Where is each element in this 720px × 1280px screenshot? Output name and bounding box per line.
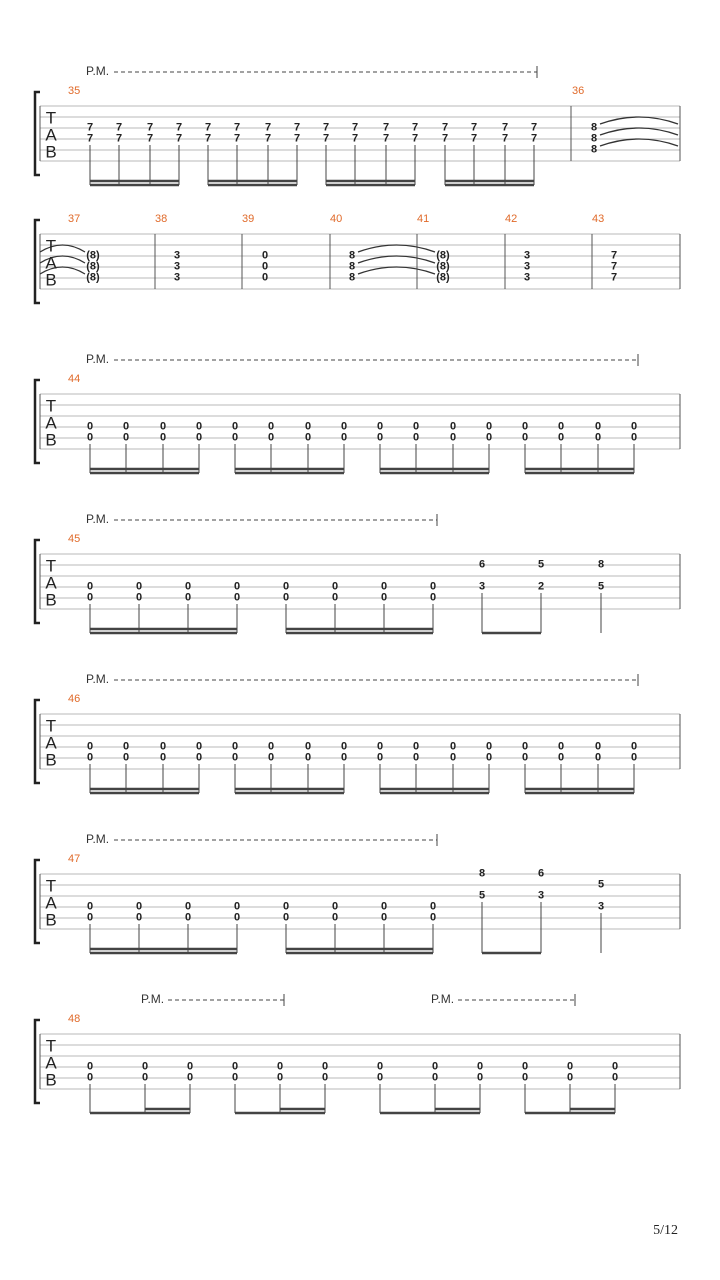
- measure-number: 39: [242, 213, 255, 225]
- palm-mute-label: P.M.: [86, 64, 110, 78]
- fret-number: 0: [521, 740, 529, 753]
- fret-number: 0: [331, 911, 339, 924]
- fret-number: 0: [233, 591, 241, 604]
- measure-number: 40: [330, 213, 343, 225]
- fret-number: 3: [597, 900, 605, 913]
- fret-number: 0: [159, 431, 167, 444]
- palm-mute-label: P.M.: [86, 352, 110, 366]
- fret-number: 0: [485, 420, 493, 433]
- fret-number: 8: [348, 271, 356, 284]
- measure-number: 48: [68, 1013, 81, 1025]
- fret-number: 0: [122, 740, 130, 753]
- tab-clef-letter: B: [45, 1070, 57, 1090]
- fret-number: 0: [331, 591, 339, 604]
- fret-number: 0: [159, 740, 167, 753]
- fret-number: 0: [86, 1060, 94, 1073]
- fret-number: 0: [485, 740, 493, 753]
- fret-number: 0: [86, 751, 94, 764]
- fret-number: 7: [411, 121, 419, 134]
- tab-clef-letter: T: [45, 556, 57, 576]
- tab-clef-letter: B: [45, 750, 57, 770]
- measure-number: 38: [155, 213, 168, 225]
- fret-number: 0: [282, 900, 290, 913]
- fret-number: 0: [86, 420, 94, 433]
- fret-number: 0: [231, 740, 239, 753]
- fret-number: 0: [557, 751, 565, 764]
- fret-number: 0: [566, 1071, 574, 1084]
- tab-clef-letter: A: [45, 573, 57, 593]
- fret-number: 0: [331, 580, 339, 593]
- fret-number: 7: [530, 121, 538, 134]
- fret-number: 0: [521, 420, 529, 433]
- fret-number: 7: [501, 121, 509, 134]
- fret-number: 0: [340, 740, 348, 753]
- fret-number: 0: [276, 1071, 284, 1084]
- fret-number: 0: [380, 591, 388, 604]
- fret-number: 0: [304, 751, 312, 764]
- fret-number: 7: [382, 132, 390, 145]
- fret-number: 0: [376, 1060, 384, 1073]
- fret-number: 0: [233, 911, 241, 924]
- fret-number: 0: [412, 420, 420, 433]
- fret-number: 0: [141, 1071, 149, 1084]
- fret-number: 0: [557, 420, 565, 433]
- fret-number: 6: [478, 558, 486, 571]
- fret-number: 5: [478, 889, 486, 902]
- fret-number: 7: [204, 121, 212, 134]
- fret-number: 0: [412, 431, 420, 444]
- tab-clef-letter: A: [45, 1053, 57, 1073]
- measure-number: 43: [592, 213, 605, 225]
- fret-number: (8): [86, 249, 100, 262]
- fret-number: 0: [86, 740, 94, 753]
- fret-number: 3: [173, 260, 181, 273]
- measure-number: 44: [68, 373, 81, 385]
- fret-number: 0: [267, 420, 275, 433]
- fret-number: 0: [304, 431, 312, 444]
- fret-number: 7: [530, 132, 538, 145]
- fret-number: 7: [233, 132, 241, 145]
- fret-number: 0: [376, 740, 384, 753]
- tab-clef-letter: B: [45, 590, 57, 610]
- fret-number: 0: [261, 249, 269, 262]
- fret-number: 0: [282, 580, 290, 593]
- fret-number: 7: [204, 132, 212, 145]
- fret-number: 0: [122, 751, 130, 764]
- fret-number: 5: [597, 580, 605, 593]
- fret-number: 0: [376, 420, 384, 433]
- fret-number: 0: [122, 420, 130, 433]
- measure-number: 46: [68, 693, 81, 705]
- tab-clef-letter: B: [45, 270, 57, 290]
- fret-number: 0: [431, 1060, 439, 1073]
- fret-number: 7: [441, 121, 449, 134]
- fret-number: 8: [590, 121, 598, 134]
- fret-number: 8: [348, 260, 356, 273]
- fret-number: 0: [86, 580, 94, 593]
- fret-number: 0: [557, 431, 565, 444]
- fret-number: 7: [351, 132, 359, 145]
- tab-clef-letter: B: [45, 430, 57, 450]
- measure-number: 35: [68, 85, 81, 97]
- fret-number: 0: [86, 1071, 94, 1084]
- fret-number: 3: [523, 260, 531, 273]
- fret-number: 0: [611, 1071, 619, 1084]
- palm-mute-label: P.M.: [431, 992, 455, 1006]
- tab-clef-letter: A: [45, 253, 57, 273]
- fret-number: 7: [610, 271, 618, 284]
- fret-number: 0: [521, 1060, 529, 1073]
- fret-number: 7: [470, 132, 478, 145]
- fret-number: 7: [175, 132, 183, 145]
- fret-number: 0: [282, 911, 290, 924]
- fret-number: 0: [135, 580, 143, 593]
- fret-number: 0: [195, 431, 203, 444]
- tab-clef-letter: A: [45, 733, 57, 753]
- fret-number: 7: [441, 132, 449, 145]
- fret-number: 0: [135, 900, 143, 913]
- fret-number: 0: [141, 1060, 149, 1073]
- fret-number: 5: [597, 878, 605, 891]
- fret-number: 7: [233, 121, 241, 134]
- fret-number: 0: [449, 751, 457, 764]
- fret-number: 0: [611, 1060, 619, 1073]
- fret-number: 0: [376, 1071, 384, 1084]
- fret-number: 7: [293, 121, 301, 134]
- fret-number: 0: [449, 431, 457, 444]
- fret-number: 0: [122, 431, 130, 444]
- fret-number: 0: [521, 1071, 529, 1084]
- fret-number: 7: [264, 132, 272, 145]
- fret-number: 0: [566, 1060, 574, 1073]
- fret-number: 7: [264, 121, 272, 134]
- system-bracket: [35, 1020, 40, 1103]
- fret-number: (8): [86, 260, 100, 273]
- fret-number: 0: [261, 260, 269, 273]
- fret-number: 0: [86, 911, 94, 924]
- fret-number: 0: [282, 591, 290, 604]
- fret-number: (8): [436, 249, 450, 262]
- fret-number: 0: [429, 900, 437, 913]
- tab-clef-letter: T: [45, 396, 57, 416]
- fret-number: 7: [86, 132, 94, 145]
- fret-number: 0: [184, 900, 192, 913]
- tab-clef-letter: T: [45, 108, 57, 128]
- fret-number: 0: [331, 900, 339, 913]
- measure-number: 36: [572, 85, 585, 97]
- fret-number: 0: [231, 431, 239, 444]
- fret-number: 0: [195, 751, 203, 764]
- fret-number: 3: [173, 271, 181, 284]
- fret-number: (8): [436, 271, 450, 284]
- tab-clef-letter: A: [45, 413, 57, 433]
- fret-number: 0: [429, 911, 437, 924]
- fret-number: 0: [195, 420, 203, 433]
- fret-number: 0: [630, 431, 638, 444]
- fret-number: 7: [115, 132, 123, 145]
- palm-mute-label: P.M.: [86, 672, 110, 686]
- fret-number: 0: [86, 591, 94, 604]
- tab-clef-letter: B: [45, 910, 57, 930]
- fret-number: 0: [412, 740, 420, 753]
- tab-clef-letter: T: [45, 1036, 57, 1056]
- fret-number: 0: [594, 420, 602, 433]
- measure-number: 47: [68, 853, 81, 865]
- fret-number: 0: [449, 420, 457, 433]
- fret-number: 7: [115, 121, 123, 134]
- fret-number: 0: [594, 740, 602, 753]
- fret-number: 0: [321, 1071, 329, 1084]
- measure-number: 37: [68, 213, 81, 225]
- palm-mute-label: P.M.: [86, 512, 110, 526]
- tab-clef-letter: A: [45, 893, 57, 913]
- fret-number: 0: [86, 431, 94, 444]
- measure-number: 41: [417, 213, 430, 225]
- fret-number: 0: [376, 431, 384, 444]
- fret-number: 0: [321, 1060, 329, 1073]
- fret-number: 0: [135, 591, 143, 604]
- measure-number: 45: [68, 533, 81, 545]
- fret-number: 0: [340, 431, 348, 444]
- fret-number: 7: [322, 132, 330, 145]
- fret-number: 0: [340, 420, 348, 433]
- fret-number: 0: [276, 1060, 284, 1073]
- fret-number: 0: [429, 580, 437, 593]
- fret-number: 7: [411, 132, 419, 145]
- fret-number: 8: [590, 143, 598, 156]
- fret-number: 0: [476, 1071, 484, 1084]
- tab-clef-letter: A: [45, 125, 57, 145]
- fret-number: 0: [233, 900, 241, 913]
- fret-number: 7: [146, 121, 154, 134]
- fret-number: 0: [186, 1060, 194, 1073]
- fret-number: 0: [184, 911, 192, 924]
- fret-number: (8): [436, 260, 450, 273]
- fret-number: 0: [267, 740, 275, 753]
- fret-number: 0: [485, 751, 493, 764]
- fret-number: 7: [351, 121, 359, 134]
- fret-number: 0: [476, 1060, 484, 1073]
- fret-number: 3: [523, 271, 531, 284]
- fret-number: (8): [86, 271, 100, 284]
- fret-number: 8: [348, 249, 356, 262]
- fret-number: 0: [304, 740, 312, 753]
- palm-mute-label: P.M.: [86, 832, 110, 846]
- page-number: 5/12: [653, 1223, 678, 1238]
- fret-number: 0: [521, 751, 529, 764]
- measure-number: 42: [505, 213, 518, 225]
- fret-number: 0: [186, 1071, 194, 1084]
- fret-number: 0: [380, 900, 388, 913]
- fret-number: 0: [304, 420, 312, 433]
- fret-number: 0: [630, 751, 638, 764]
- fret-number: 7: [382, 121, 390, 134]
- fret-number: 8: [590, 132, 598, 145]
- fret-number: 3: [523, 249, 531, 262]
- fret-number: 0: [231, 751, 239, 764]
- tab-clef-letter: T: [45, 236, 57, 256]
- fret-number: 0: [521, 431, 529, 444]
- fret-number: 0: [135, 911, 143, 924]
- fret-number: 0: [594, 751, 602, 764]
- fret-number: 0: [449, 740, 457, 753]
- fret-number: 0: [429, 591, 437, 604]
- fret-number: 7: [610, 260, 618, 273]
- fret-number: 3: [537, 889, 545, 902]
- fret-number: 3: [478, 580, 486, 593]
- fret-number: 0: [267, 431, 275, 444]
- fret-number: 0: [630, 740, 638, 753]
- fret-number: 7: [610, 249, 618, 262]
- fret-number: 7: [322, 121, 330, 134]
- fret-number: 0: [233, 580, 241, 593]
- fret-number: 0: [412, 751, 420, 764]
- fret-number: 0: [267, 751, 275, 764]
- fret-number: 8: [478, 867, 486, 880]
- fret-number: 5: [537, 558, 545, 571]
- fret-number: 0: [231, 1060, 239, 1073]
- fret-number: 0: [195, 740, 203, 753]
- fret-number: 0: [159, 420, 167, 433]
- fret-number: 0: [184, 580, 192, 593]
- fret-number: 0: [231, 420, 239, 433]
- fret-number: 0: [184, 591, 192, 604]
- tab-clef-letter: T: [45, 716, 57, 736]
- fret-number: 0: [431, 1071, 439, 1084]
- fret-number: 2: [537, 580, 545, 593]
- fret-number: 0: [630, 420, 638, 433]
- fret-number: 0: [86, 900, 94, 913]
- fret-number: 0: [376, 751, 384, 764]
- fret-number: 7: [175, 121, 183, 134]
- fret-number: 0: [340, 751, 348, 764]
- fret-number: 0: [261, 271, 269, 284]
- tab-clef-letter: T: [45, 876, 57, 896]
- fret-number: 7: [86, 121, 94, 134]
- fret-number: 0: [380, 911, 388, 924]
- fret-number: 0: [380, 580, 388, 593]
- tab-clef-letter: B: [45, 142, 57, 162]
- fret-number: 0: [159, 751, 167, 764]
- fret-number: 7: [470, 121, 478, 134]
- fret-number: 0: [231, 1071, 239, 1084]
- fret-number: 3: [173, 249, 181, 262]
- fret-number: 6: [537, 867, 545, 880]
- fret-number: 7: [146, 132, 154, 145]
- fret-number: 8: [597, 558, 605, 571]
- fret-number: 7: [501, 132, 509, 145]
- fret-number: 0: [557, 740, 565, 753]
- palm-mute-label: P.M.: [141, 992, 165, 1006]
- fret-number: 7: [293, 132, 301, 145]
- fret-number: 0: [594, 431, 602, 444]
- fret-number: 0: [485, 431, 493, 444]
